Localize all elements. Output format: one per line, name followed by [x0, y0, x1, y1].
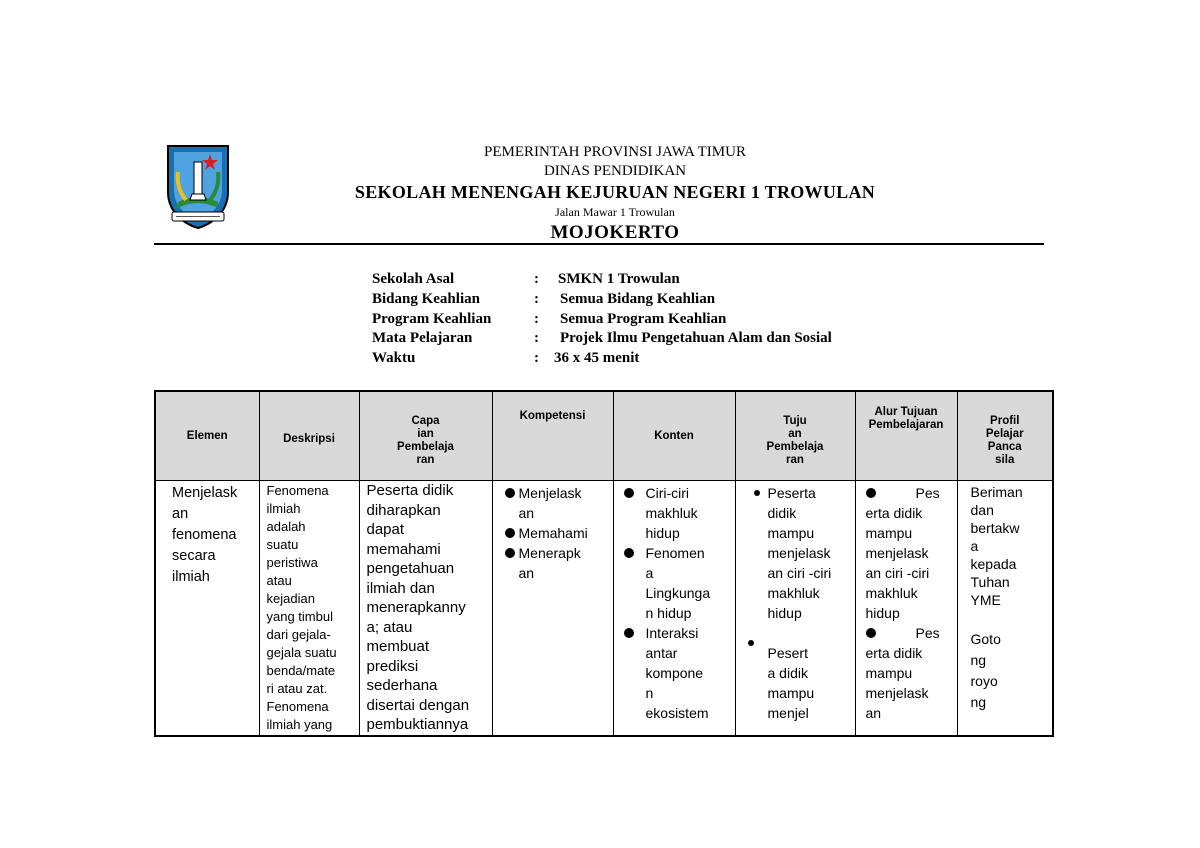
list-item: Pes [866, 483, 951, 503]
col-header-elemen: Elemen [155, 391, 259, 481]
header-school-name: SEKOLAH MENENGAH KEJURUAN NEGERI 1 TROWULAN [354, 182, 876, 202]
list-item: Ciri-ciri makhluk hidup [622, 483, 729, 543]
curriculum-table [154, 390, 1054, 737]
col-header-kompetensi: Kompetensi [492, 391, 613, 481]
info-value: 36 x 45 menit [554, 350, 640, 367]
col-header-konten: Konten [613, 391, 735, 481]
col-header-deskripsi: Deskripsi [259, 391, 359, 481]
list-item: Menerapk an [505, 543, 607, 583]
header-agency: DINAS PENDIDIKAN [543, 163, 687, 179]
info-colon: : [534, 310, 539, 327]
info-value: Semua Program Keahlian [560, 310, 727, 327]
info-value: SMKN 1 Trowulan [558, 271, 680, 287]
info-label: Waktu [372, 350, 416, 367]
cell-alur: Pes erta didik mampu menjelask an ciri -ciri makhluk hidup Pes erta didik mampu menjelask an [855, 481, 957, 737]
list-item: Interaksi antar kompone n ekosistem [622, 623, 729, 723]
info-label: Sekolah Asal [372, 271, 455, 287]
cell-kompetensi [492, 481, 613, 737]
header-address: Jalan Mawar 1 Trowulan [555, 205, 675, 219]
table-header-row [155, 391, 1053, 481]
info-colon: : [534, 330, 539, 347]
info-value: Semua Bidang Keahlian [560, 290, 716, 307]
list-item: Pesert a didik mampu menjel [744, 633, 849, 723]
cell-elemen: Menjelask an fenomena secara ilmiah [155, 481, 259, 737]
col-header-capaian: Capa ian Pembelaja ran [359, 391, 492, 481]
table-row [155, 481, 1053, 737]
jawa-timur-crest-icon [164, 142, 232, 230]
header-government: PEMERINTAH PROVINSI JAWA TIMUR [484, 144, 746, 160]
list-item: Menjelask an [505, 483, 607, 523]
col-header-tujuan: Tuju an Pembelaja ran [735, 391, 855, 481]
info-label: Mata Pelajaran [372, 330, 473, 347]
list-item: Memahami [505, 523, 607, 543]
info-colon: : [534, 350, 539, 367]
cell-deskripsi: Fenomena ilmiah adalah suatu peristiwa atau kejadian yang timbul dari gejala- gejala suatu benda/mate ri atau zat. Fenomena ilmiah yang [259, 481, 359, 737]
cell-capaian: Peserta didik diharapkan dapat memahami pengetahuan ilmiah dan menerapkanny a; atau membuat prediksi sederhana disertai dengan pembuktiannya [359, 481, 492, 737]
header-city: MOJOKERTO [550, 222, 680, 243]
info-colon: : [534, 271, 539, 287]
col-header-profil: Profil Pelajar Panca sila [957, 391, 1053, 481]
info-label: Program Keahlian [372, 310, 492, 327]
list-item: Peserta didik mampu menjelask an ciri -ciri makhluk hidup [750, 483, 849, 623]
list-item: Pes [866, 623, 951, 643]
cell-profil: Beriman dan bertakw a kepada Tuhan YME Goto ng royo ng [957, 481, 1053, 737]
info-colon: : [534, 290, 539, 307]
cell-tujuan [735, 481, 855, 737]
header-divider [154, 243, 1044, 245]
cell-konten [613, 481, 735, 737]
info-value: Projek Ilmu Pengetahuan Alam dan Sosial [560, 330, 832, 347]
col-header-alur: Alur Tujuan Pembelajaran [855, 391, 957, 481]
list-item: Fenomen a Lingkunga n hidup [622, 543, 729, 623]
info-label: Bidang Keahlian [372, 290, 480, 307]
